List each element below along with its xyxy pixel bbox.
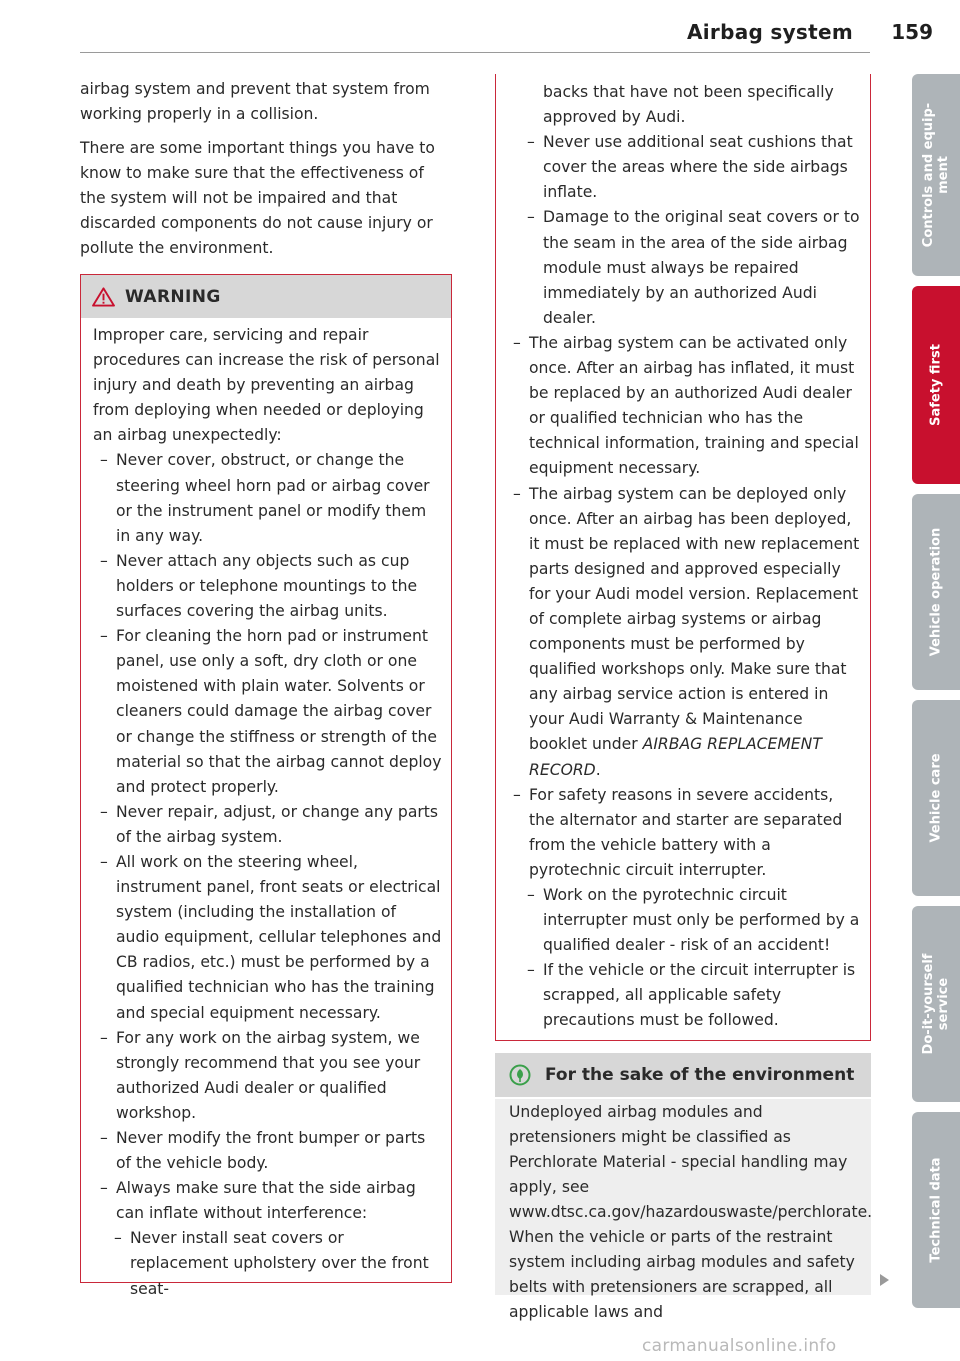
warning-sub-item: – Damage to the original seat covers or to the seam in the area of the side airbag module must always be repaired immediately by an authorized Audi dealer. — [506, 205, 860, 330]
warning-continuation: backs that have not been specifically approved by Audi. — [543, 83, 834, 127]
watermark: carmanualsonline.info — [642, 1336, 837, 1356]
tab-vehicle-care[interactable] — [912, 700, 960, 896]
intro-paragraph-1: airbag system and prevent that system from working properly in a collision. — [80, 80, 430, 123]
environment-heading: For the sake of the environment — [545, 1065, 855, 1085]
warning-sub-item: – Never install seat covers or replacement upholstery over the front seat- — [93, 1226, 443, 1301]
warning-box-continued — [495, 74, 871, 1041]
warning-sub-item: – If the vehicle or the circuit interrupter is scrapped, all applicable safety precautions must be followed. — [506, 958, 860, 1033]
warning-box — [80, 274, 452, 1298]
warning-item: – Never cover, obstruct, or change the steering wheel horn pad or airbag cover or the instrument panel or modify them in any way. — [93, 448, 443, 548]
warning-body — [81, 318, 451, 1302]
tab-label: Do-it-yourself service — [921, 953, 951, 1055]
record-name: AIRBAG REPLACEMENT RECORD — [529, 735, 822, 779]
warning-sub-item: – Never use additional seat cushions that cover the areas where the side airbags inflate. — [506, 130, 860, 205]
tab-safety-first[interactable] — [912, 286, 960, 484]
intro-paragraph-2: There are some important things you have to know to make sure that the effectiveness of the system will not be impaired and that discarded components do not cause injury or pollute the environment. — [80, 139, 435, 257]
tab-do-it-yourself-service[interactable] — [912, 906, 960, 1102]
continue-arrow-icon — [880, 1274, 889, 1286]
tab-label: Safety first — [928, 344, 944, 426]
warning-header — [81, 275, 451, 318]
page-number: 159 — [891, 20, 933, 44]
environment-header — [495, 1053, 871, 1097]
warning-item-text: The airbag system can be deployed only once. After an airbag has been deployed, it must be replaced with new replacement parts designed and approved especially for your Audi model version. Replacement of complete airbag systems or airbag components must be performed by qualified workshops only. Make sure that any airbag service action is entered in your Audi Warranty & Maintenance booklet under — [529, 484, 860, 754]
tab-vehicle-operation[interactable] — [912, 494, 960, 690]
tab-label: Technical data — [928, 1157, 944, 1263]
warning-item: – For safety reasons in severe accidents, the alternator and starter are separated from the vehicle battery with a pyrotechnic circuit interrupter. — [506, 783, 860, 883]
warning-item: – For any work on the airbag system, we strongly recommend that you see your authorized Audi dealer or qualified workshop. — [93, 1026, 443, 1126]
warning-body-continued — [496, 74, 870, 1034]
warning-intro: Improper care, servicing and repair procedures can increase the risk of personal injury and death by preventing an airbag from deploying when needed or deploying an airbag unexpectedly: — [93, 326, 440, 445]
tab-label: Vehicle care — [928, 753, 944, 843]
tab-controls-and-equipment[interactable] — [912, 74, 960, 276]
environment-text: Undeployed airbag modules and pretensioners might be classified as Perchlorate Material - special handling may apply, see www.dtsc.ca.gov/hazardouswaste/perchlorate. When the vehicle or parts of the restraint system including airbag modules and safety belts with pretensioners are scrapped, all applicable laws and — [509, 1103, 873, 1321]
header-rule — [80, 52, 870, 53]
warning-item: – The airbag system can be deployed only once. After an airbag has been deployed, it must be replaced with new replacement parts designed and approved especially for your Audi model version. Replacement of complete airbag systems or airbag components must be performed by qualified workshops only. Make sure that any airbag service action is entered in your Audi Warranty & Maintenance booklet under AIRBAG REPLACEMENT RECORD. — [506, 482, 860, 783]
warning-item: – For cleaning the horn pad or instrument panel, use only a soft, dry cloth or one moistened with plain water. Solvents or cleaners could damage the airbag cover or change the stiffness or strength of the material so that the airbag cannot deploy and protect properly. — [93, 624, 443, 800]
environment-body — [495, 1099, 873, 1321]
tab-label: Vehicle operation — [928, 527, 944, 657]
warning-item: – Never repair, adjust, or change any parts of the airbag system. — [93, 800, 443, 850]
section-title: Airbag system — [687, 20, 853, 44]
tab-technical-data[interactable] — [912, 1112, 960, 1308]
warning-item: – All work on the steering wheel, instrument panel, front seats or electrical system (including the installation of audio equipment, cellular telephones and CB radios, etc.) must be performed by a qualified technician who has the training and special equipment necessary. — [93, 850, 443, 1026]
tab-label: Controls and equip- ment — [921, 102, 951, 248]
warning-item: – The airbag system can be activated only once. After an airbag has inflated, it must be replaced by an authorized Audi dealer or qualified technician who has the technical information, training and special equipment necessary. — [506, 331, 860, 482]
left-column-intro — [80, 77, 452, 273]
warning-heading: WARNING — [125, 286, 221, 307]
warning-item: – Never attach any objects such as cup holders or telephone mountings to the surfaces covering the airbag units. — [93, 549, 443, 624]
warning-sub-item: – Work on the pyrotechnic circuit interrupter must only be performed by a qualified dealer - risk of an accident! — [506, 883, 860, 958]
warning-item: – Never modify the front bumper or parts of the vehicle body. — [93, 1126, 443, 1176]
environment-leaf-icon — [509, 1064, 531, 1086]
warning-item: – Always make sure that the side airbag can inflate without interference: — [93, 1176, 443, 1226]
warning-triangle-icon — [92, 287, 115, 307]
